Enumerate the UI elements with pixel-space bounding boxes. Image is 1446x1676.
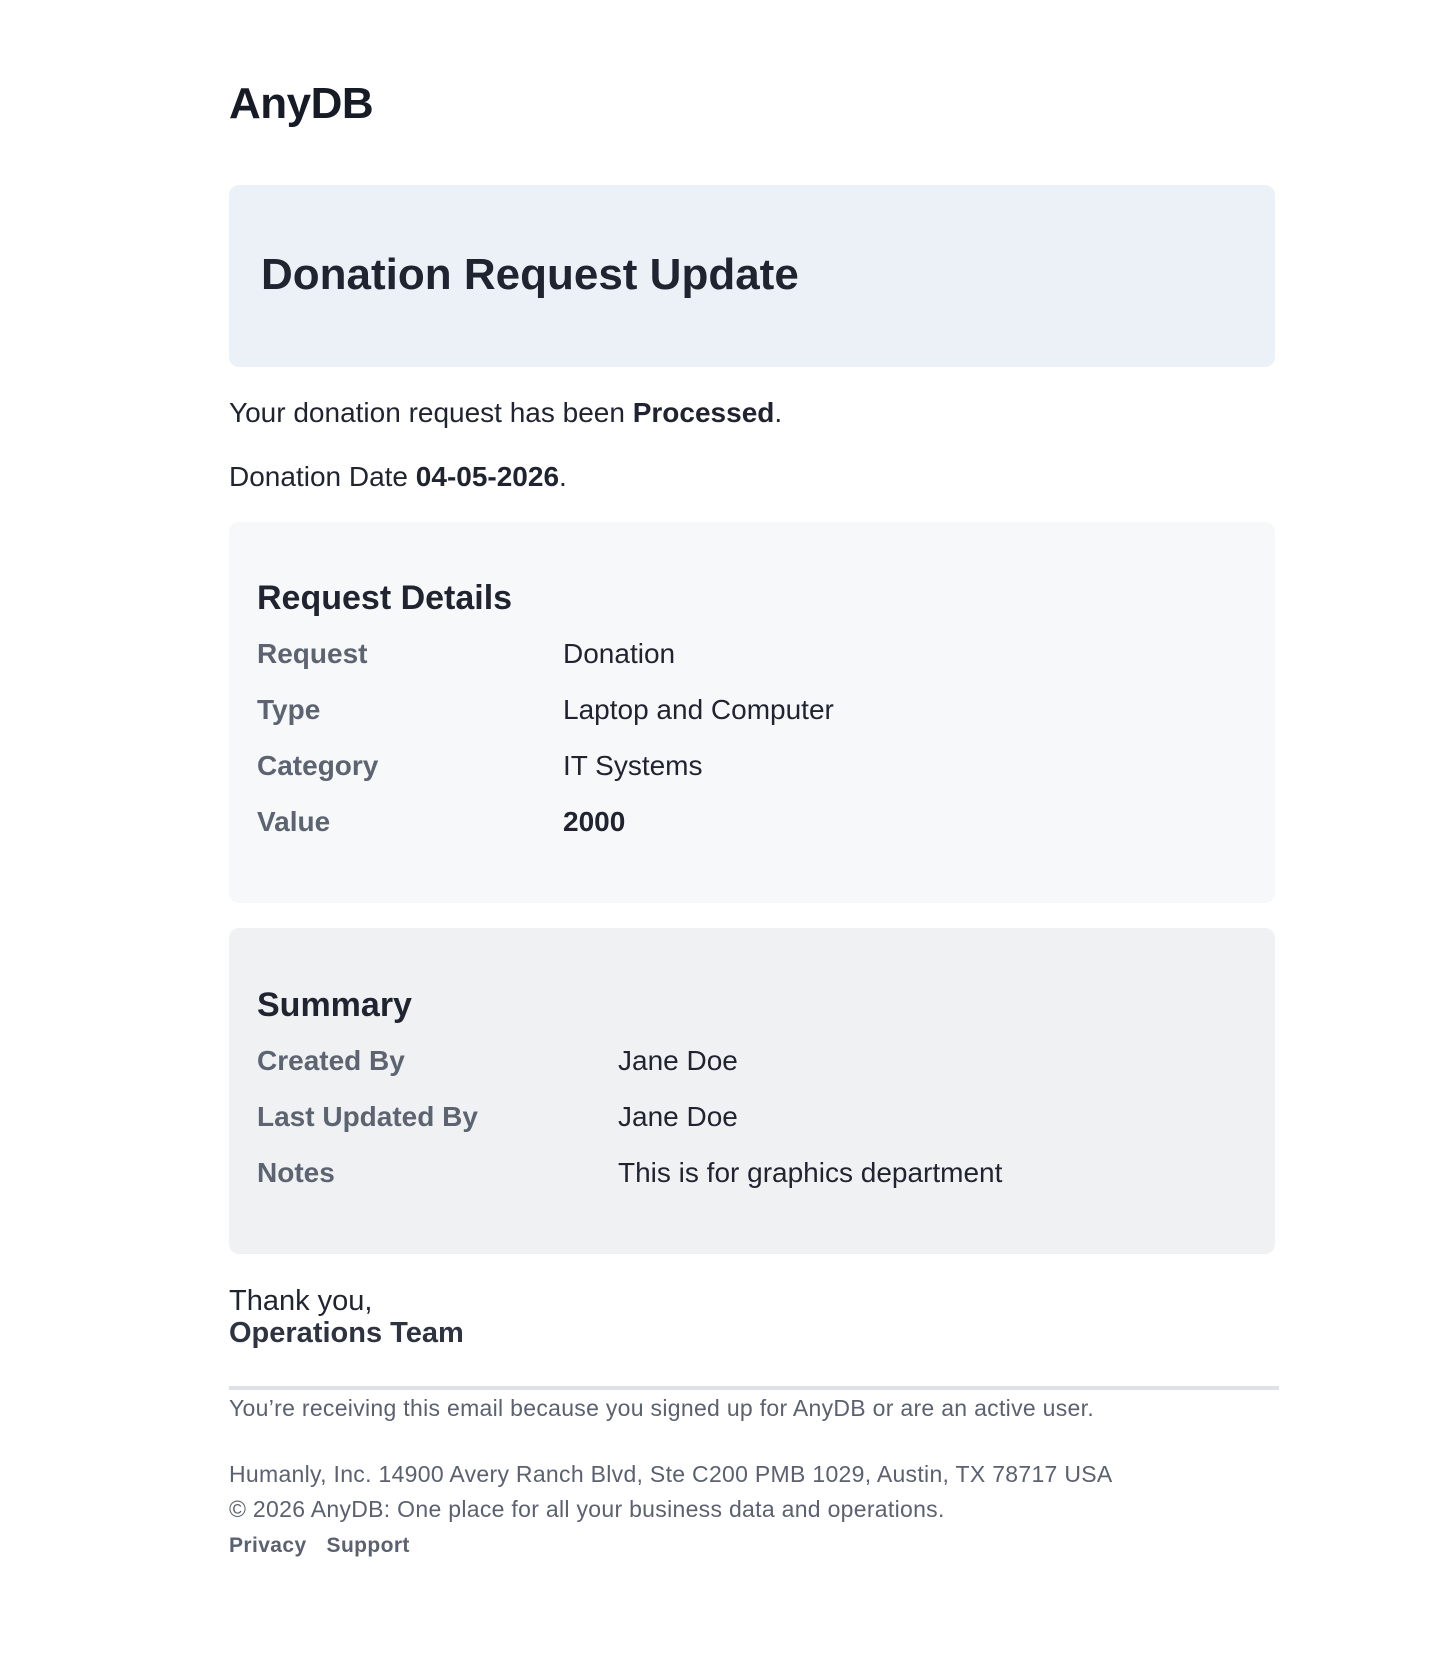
detail-value: IT Systems xyxy=(563,750,703,781)
summary-label: Notes xyxy=(257,1157,335,1188)
closing-thanks: Thank you, xyxy=(229,1285,373,1317)
date-suffix: . xyxy=(559,461,567,492)
status-line xyxy=(229,396,782,430)
footer-copyright: © 2026 AnyDB: One place for all your business data and operations. xyxy=(229,1496,945,1522)
summary-row-created-by xyxy=(257,1041,1257,1081)
detail-value: Laptop and Computer xyxy=(563,694,834,725)
footer-address: Humanly, Inc. 14900 Avery Ranch Blvd, Ste C200 PMB 1029, Austin, TX 78717 USA xyxy=(229,1461,1113,1487)
summary-row-last-updated-by xyxy=(257,1097,1257,1137)
support-link[interactable]: Support xyxy=(326,1534,410,1557)
detail-row-category xyxy=(257,746,1257,786)
brand-logo-text: AnyDB xyxy=(229,79,374,128)
closing-team: Operations Team xyxy=(229,1317,464,1349)
footer-links xyxy=(229,1533,430,1559)
status-prefix: Your donation request has been xyxy=(229,397,633,428)
summary-label: Last Updated By xyxy=(257,1101,478,1132)
detail-row-value xyxy=(257,802,1257,842)
footer-reason: You’re receiving this email because you signed up for AnyDB or are an active user. xyxy=(229,1395,1095,1421)
summary-title: Summary xyxy=(257,986,412,1024)
detail-row-request xyxy=(257,634,1257,674)
status-value: Processed xyxy=(632,397,775,428)
footer-divider xyxy=(229,1386,1279,1390)
date-line xyxy=(229,460,567,494)
summary-value: Jane Doe xyxy=(618,1101,738,1132)
detail-label: Request xyxy=(257,638,368,669)
detail-label: Category xyxy=(257,750,379,781)
detail-value: Donation xyxy=(563,638,676,669)
status-suffix: . xyxy=(774,397,783,428)
date-prefix: Donation Date xyxy=(229,461,416,492)
detail-value: 2000 xyxy=(563,806,626,837)
summary-value: Jane Doe xyxy=(618,1045,738,1076)
request-details-title: Request Details xyxy=(257,579,513,617)
detail-label: Value xyxy=(257,806,331,837)
donation-date: 04-05-2026 xyxy=(415,461,560,492)
summary-label: Created By xyxy=(257,1045,405,1076)
privacy-link[interactable]: Privacy xyxy=(229,1534,307,1557)
detail-row-type xyxy=(257,690,1257,730)
hero-banner xyxy=(229,185,1275,367)
detail-label: Type xyxy=(257,694,321,725)
page-title: Donation Request Update xyxy=(261,250,799,299)
summary-row-notes xyxy=(257,1153,1257,1193)
summary-card xyxy=(229,928,1275,1254)
summary-value: This is for graphics department xyxy=(618,1157,1003,1188)
